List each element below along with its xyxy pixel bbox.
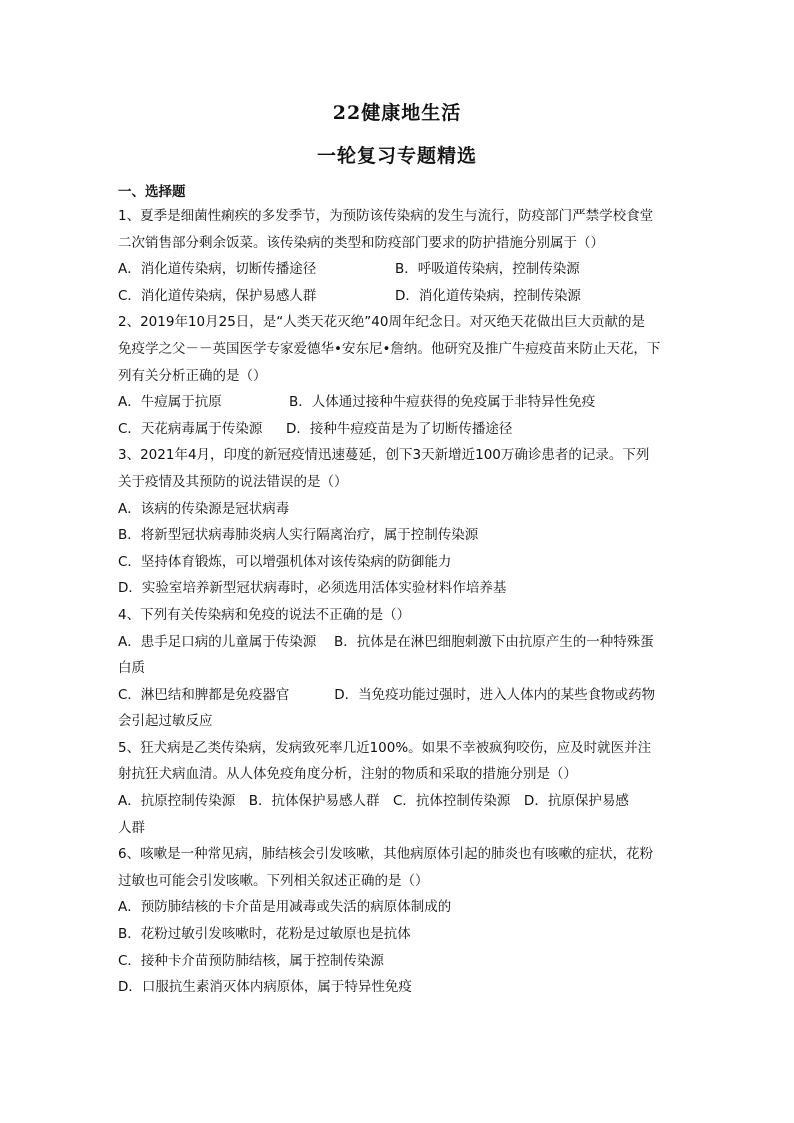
document-subtitle: 一轮复习专题精选 bbox=[316, 145, 477, 167]
question-text-line: 关于疫情及其预防的说法错误的是（） bbox=[118, 473, 348, 490]
option-line[interactable]: A．抗原控制传染源 B．抗体保护易感人群 C．抗体控制传染源 D．抗原保护易感 bbox=[118, 793, 629, 810]
option-row bbox=[118, 256, 678, 283]
question-text-line: 4、下列有关传染病和免疫的说法不正确的是（） bbox=[118, 606, 411, 623]
option-d[interactable]: D．消化道传染病，控制传染源 bbox=[395, 287, 581, 304]
question-text-line: 3、2021年4月，印度的新冠疫情迅速蔓延，创下3天新增近100万确诊患者的记录。下列 bbox=[118, 447, 650, 464]
question-text-line: 免疫学之父－－英国医学专家爱德华•安东尼•詹纳。他研究及推广牛痘疫苗来防止天花，下 bbox=[118, 340, 661, 357]
option-row bbox=[118, 416, 678, 443]
question-list bbox=[118, 203, 678, 1001]
option-b[interactable]: B．呼吸道传染病，控制传染源 bbox=[395, 261, 580, 278]
question-text-line: 列有关分析正确的是（） bbox=[118, 367, 267, 384]
option-d[interactable]: D．接种牛痘疫苗是为了切断传播途径 bbox=[286, 420, 513, 437]
option-c[interactable]: C．天花病毒属于传染源 bbox=[118, 420, 263, 437]
question-text-line: 1、夏季是细菌性痢疾的多发季节，为预防该传染病的发生与流行，防疫部门严禁学校食堂 bbox=[118, 208, 654, 224]
option-c[interactable]: C．坚持体育锻炼，可以增强机体对该传染病的防御能力 bbox=[118, 553, 452, 570]
option-row bbox=[118, 283, 678, 310]
question-5 bbox=[118, 735, 678, 841]
option-a[interactable]: A．消化道传染病，切断传播途径 bbox=[118, 261, 317, 278]
question-4 bbox=[118, 602, 678, 735]
question-text-line: 6、咳嗽是一种常见病，肺结核会引发咳嗽，其他病原体引起的肺炎也有咳嗽的症状，花粉 bbox=[118, 846, 654, 863]
option-d[interactable]: D．实验室培养新型冠状病毒时，必须选用活体实验材料作培养基 bbox=[118, 580, 507, 597]
question-text-line: 过敏也可能会引发咳嗽。下列相关叙述正确的是（） bbox=[118, 872, 429, 889]
question-6 bbox=[118, 841, 678, 1001]
question-text-line: 二次销售部分剩余饭菜。该传染病的类型和防疫部门要求的防护措施分别属于（） bbox=[118, 234, 604, 251]
option-a[interactable]: A．预防肺结核的卡介苗是用减毒或失活的病原体制成的 bbox=[118, 899, 452, 916]
document-title: 22健康地生活 bbox=[332, 102, 462, 124]
option-d[interactable]: D．口服抗生素消灭体内病原体，属于特异性免疫 bbox=[118, 979, 412, 996]
option-a[interactable]: A．该病的传染源是冠状病毒 bbox=[118, 500, 290, 517]
option-b[interactable]: B．人体通过接种牛痘获得的免疫属于非特异性免疫 bbox=[289, 394, 596, 411]
question-3 bbox=[118, 442, 678, 602]
question-1 bbox=[118, 203, 678, 309]
option-b[interactable]: B．将新型冠状病毒肺炎病人实行隔离治疗，属于控制传染源 bbox=[118, 527, 479, 544]
option-line[interactable]: C．淋巴结和脾都是免疫器官 D．当免疫功能过强时，进入人体内的某些食物或药物 bbox=[118, 686, 656, 703]
option-line[interactable]: A．患手足口病的儿童属于传染源 B．抗体是在淋巴细胞刺激下由抗原产生的一种特殊蛋 bbox=[118, 633, 654, 650]
option-row bbox=[118, 389, 678, 416]
question-text-line: 2、2019年10月25日，是“人类天花灭绝”40周年纪念日。对灭绝天花做出巨大贡献的是 bbox=[118, 314, 645, 331]
option-c[interactable]: C．接种卡介苗预防肺结核，属于控制传染源 bbox=[118, 952, 384, 969]
question-2 bbox=[118, 309, 678, 442]
question-text-line: 5、狂犬病是乙类传染病，发病致死率几近100%。如果不幸被疯狗咬伤，应及时就医并注 bbox=[118, 739, 652, 756]
option-line[interactable]: 白质 bbox=[118, 660, 145, 677]
option-line[interactable]: 人群 bbox=[118, 819, 145, 836]
option-a[interactable]: A．牛痘属于抗原 bbox=[118, 394, 222, 411]
section-heading: 一、选择题 bbox=[118, 184, 186, 200]
option-c[interactable]: C．消化道传染病，保护易感人群 bbox=[118, 287, 317, 304]
option-b[interactable]: B．花粉过敏引发咳嗽时，花粉是过敏原也是抗体 bbox=[118, 926, 411, 943]
option-line[interactable]: 会引起过敏反应 bbox=[118, 713, 213, 730]
question-text-line: 射抗狂犬病血清。从人体免疫角度分析，注射的物质和采取的措施分别是（） bbox=[118, 766, 577, 783]
